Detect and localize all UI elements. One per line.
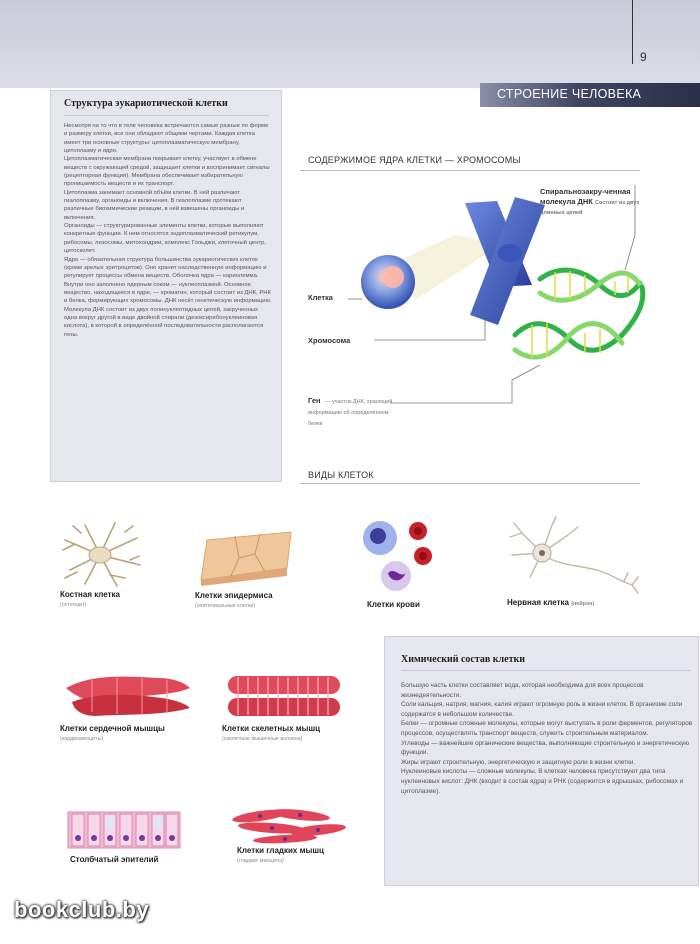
- cell-type-name: Нервная клетка: [507, 598, 569, 607]
- cell-type-name: Клетки скелетных мышц: [222, 724, 321, 733]
- dna-helix: [515, 270, 643, 357]
- eukaryote-paragraph: Несмотря на то что в теле человека встречаются самые разные по форме и размеру клетки, все они обладают общими чертами. Каждая клетка имеет три основные структуры: цитоплазматическую мембрану, цитоплазму и ядро.: [64, 123, 269, 155]
- chromosome-label: Хромосома: [308, 336, 351, 345]
- cell-type-name-with-sub: [507, 598, 594, 607]
- eukaryote-text: [64, 122, 272, 339]
- cell-type-name: Клетки эпидермиса: [195, 591, 273, 600]
- bone-cell-image: [55, 520, 145, 590]
- eukaryote-paragraph: Органоиды — структурированные элементы клетки, которые выполняют конкретные функции. К ним относятся эндоплазматический ретикулум, рибосомы, лизосомы, митохондрии, комплекс Гольджи, клеточный центр, цитоскелет.: [64, 223, 267, 255]
- cell-type-sub: (скелетные мышечные волокна): [222, 736, 303, 742]
- nerve-cell-image: [500, 515, 640, 597]
- gene-label-bold: Ген: [308, 396, 321, 405]
- eukaryote-paragraph: Ядро — обязательная структура большинства эукариотических клеток (кроме зрелых эритроцитов). Оно хранит наследственную информацию и регулирует процессы обмена веществ. Оболочка ядра — кариолемма. Внутри оно заполнено ядерным соком — нуклеоплазмой. Основное вещество, находящееся в ядре, — хроматин, который состоит из ДНК, РНК и белка, формирующих хромосомы. ДНК несёт генетическую информацию. Молекула ДНК состоит из двух полинуклеотидных цепей, закрученных одна вокруг другой в виде двойной спирали (дезоксирибонуклеиновая кислота), в которой в определённой последовательности располагаются гены.: [64, 256, 272, 338]
- skeletal-muscle-image: [224, 674, 344, 718]
- cell-type-sub: (гладкие миоциты): [237, 858, 284, 864]
- page-divider: [632, 0, 633, 64]
- section-title: СТРОЕНИЕ ЧЕЛОВЕКА: [497, 87, 642, 101]
- chemical-paragraph: Углеводы — важнейшие органические вещества, выполняющие строительную и энергетическую функции.: [401, 739, 690, 757]
- eukaryote-title: Структура эукариотической клетки: [64, 98, 228, 109]
- chemical-paragraph: Белки — огромные сложные молекулы, которые могут выступать в роли ферментов, регуляторов процессов, осуществлять транспорт веществ, служить строительным материалом.: [401, 720, 693, 737]
- cell-nucleus: [382, 266, 404, 288]
- cardiac-muscle-image: [62, 672, 192, 718]
- chemical-text: [401, 681, 693, 796]
- cell-type-sub: (кардиомиоциты): [60, 736, 104, 742]
- chemical-rule: [401, 670, 691, 671]
- columnar-epithelium-image: [66, 808, 182, 850]
- cell-types-rule: [300, 483, 640, 484]
- chemical-paragraph: Соли кальция, натрия, магния, калия играют огромную роль в жизни клеток. В организме соли содержатся в небольшом количестве.: [401, 701, 683, 718]
- cell-label: Клетка: [308, 293, 333, 302]
- cell-type-name: Клетки гладких мышц: [237, 846, 324, 855]
- chemical-box: [384, 636, 699, 886]
- cell-type-sub: (остеоцит): [60, 602, 87, 608]
- eukaryote-box: [50, 90, 282, 482]
- cell-type-name: Клетки сердечной мышцы: [60, 724, 165, 733]
- cell-types-title: ВИДЫ КЛЕТОК: [308, 470, 374, 480]
- nucleus-section-rule: [300, 170, 640, 171]
- cell-type-name: Столбчатый эпителий: [70, 855, 159, 864]
- dna-label-bold: Спиральнозакру-ченная молекула ДНК: [540, 187, 631, 206]
- cell-type-name: Костная клетка: [60, 590, 120, 599]
- chemical-paragraph: Большую часть клетки составляет вода, которая необходима для всех процессов жизнедеятельности.: [401, 682, 644, 699]
- cell-type-sub: (эпителиальные клетки): [195, 603, 256, 609]
- epidermis-image: [195, 528, 295, 586]
- page-number: 9: [640, 50, 647, 64]
- cell-type-name: Клетки крови: [367, 600, 420, 609]
- eukaryote-paragraph: Цитоплазма занимает основной объём клетки. В ней различают гиалоплазму, органоиды и включения. В гиалоплазме протекают различные биохимические реакции, в ней взвешены органоиды и включения.: [64, 189, 245, 221]
- gene-label-note: — участок ДНК, хранящий информацию об определённом белке: [308, 399, 393, 427]
- eukaryote-paragraph: Цитоплазматическая мембрана покрывает клетку, участвует в обмене веществ с окружающей средой, защищает клетки и воспринимает сигналы (рецепторная функция). Мембрана обеспечивает избирательную проницаемость веществ и их транспорт.: [64, 156, 270, 188]
- chromosome-x: [465, 197, 545, 325]
- watermark-logo: bookclub.by: [14, 897, 150, 922]
- blood-cells-image: [358, 518, 438, 593]
- chemical-paragraph: Жиры играют строительную, энергетическую и защитную роли в жизни клетки.: [401, 758, 636, 766]
- cell-type-sub: (нейрон): [571, 601, 595, 607]
- chemical-paragraph: Нуклеиновые кислоты — сложные молекулы. В клетках человека присутствуют два типа нуклеиновых кислот: ДНК (входит в состав ядра) и РНК (содержится в ядрышках, рибосомах и цитоплазме).: [401, 768, 684, 795]
- dna-label: [540, 187, 640, 217]
- chemical-title: Химический состав клетки: [401, 654, 526, 665]
- dna-label-note: Состоит из двух длинных цепей: [540, 200, 640, 216]
- nucleus-section-title: СОДЕРЖИМОЕ ЯДРА КЛЕТКИ — ХРОМОСОМЫ: [308, 155, 521, 165]
- gene-label: [308, 395, 398, 428]
- smooth-muscle-image: [230, 806, 350, 846]
- eukaryote-rule: [64, 115, 269, 116]
- header-band: [0, 0, 700, 88]
